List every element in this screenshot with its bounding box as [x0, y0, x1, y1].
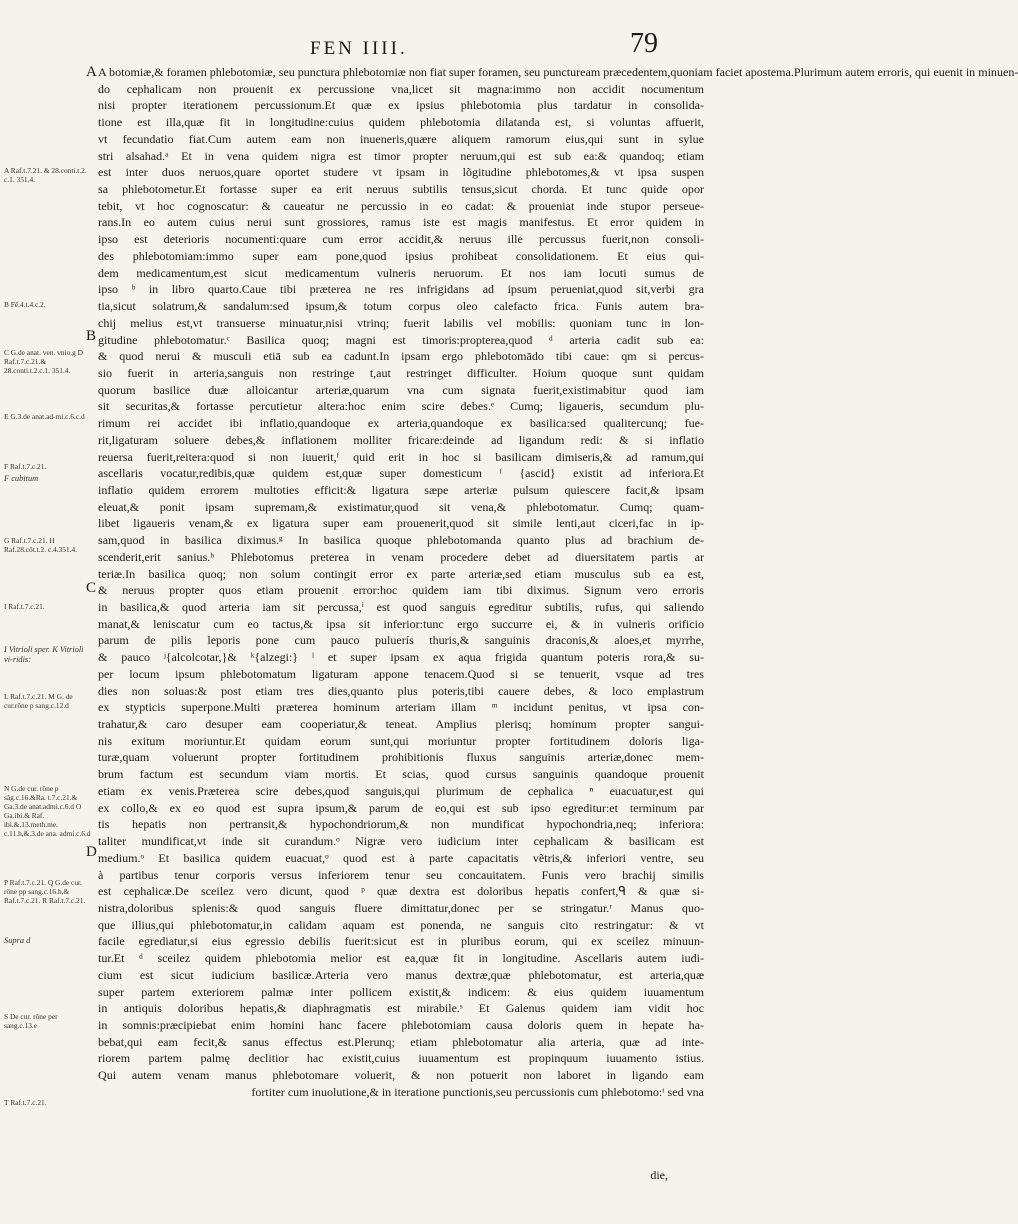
text-line: sam,quod in basilica diximus.ᵍ In basilica quoque phlebotomanda quanto plus ad brachium de- — [98, 533, 704, 548]
margin-note: S De cur. rône per sang.c.13.e — [4, 1012, 58, 1030]
text-line: do cephalicam non prouenit ex percussione vna,licet sit magna:immo non accidit nocumentum — [98, 81, 704, 96]
text-line: tis hepatis non pertransit,& hypochondriorum,& non mundificat hypochondria,neq; inferiora: — [98, 817, 704, 832]
text-line: taliter mundificat,vt inde sit curandum.ᵒ Nigræ vero iudicium inter cephalicam & basilicam est — [98, 834, 704, 849]
main-text — [98, 64, 1018, 1101]
text-line: sit securitas,& fortasse percutietur altera:hoc enim scire debes.ᵉ Cumq; ligaueris, secundum plu- — [98, 399, 704, 414]
text-line: bebat,qui eam fecit,& sanus effectus est.Plerunq; etiam phlebotomatur alia arteria, quæ ad inte- — [98, 1034, 704, 1049]
text-line: ipso ᵇ in libro quarto.Caue tibi præterea ne res infrigidans ad ipsum perueniat,quod sit,verbi gra — [98, 282, 704, 297]
text-line: fortiter cum inuolutione,& in iteratione punctionis,seu percussionis cum phlebotomo:ᵗ sed vna — [251, 1084, 704, 1099]
text-line: gitudine phlebotomatur.ᶜ Basilica quoq; magni est timoris:propterea,quod ᵈ arteria cadit sub ea: — [98, 332, 704, 347]
text-line: inflatio quidem errorem multoties efficit:& ligatura sæpe arteriæ pulsum quiescere facit,& ipsam — [98, 482, 704, 497]
text-line: rimum rei accidet ibi inflatio,quandoque ex arteria,quandoque ex basilica:sed qualitercunq; fue- — [98, 416, 704, 431]
text-line: medium.ᵒ Et basilica quidem euacuat,ᵒ quod est à parte capacitatis vẽtris,& inferiori ventre, seu — [98, 850, 704, 865]
text-line: ex collo,& ex eo quod est supra ipsum,& parum de eo,qui est sub ipso egreditur:et terminum par — [98, 800, 704, 815]
text-line: quorum basilice duæ alloicantur arteriæ,quarum vna cum signata fuerit,existimabitur quod iam — [98, 382, 704, 397]
section-letter: B — [86, 328, 97, 344]
text-line: dies non soluas:& post etiam tres dies,quanto plus poteris,tibi cauere debes, & loco emplastrum — [98, 683, 704, 698]
text-line: rit,ligaturam soluere debes,& inflationem molliter fricare:deinde ad ligandum redi: & si inflatio — [98, 432, 704, 447]
text-line: nistra,doloribus splenis:& quod sanguis fluere dimittatur,donec per se stringatur.ʳ Manus quo- — [98, 900, 704, 915]
margin-note: N G.de cur. rône p sâg.c.16.&Ra. t.7.c.21.& Ga.3.de anat.admi.c.6.d O Ga.ibi.& Raf. ibi.&.13.meth.me. c.11.h,&.3.de ana. admi.c.6.d — [4, 784, 91, 838]
text-line: ex stypticis superpone.Multi præterea hominum arteriam illam ᵐ incidunt penitus, vt ipsa con- — [98, 700, 704, 715]
text-line: libet ligaueris venam,& ex ligatura super eam prouenerit,quod sit simile lenti,aut ciceri,fac in ip- — [98, 516, 704, 531]
text-line: à partibus tenur corporis versus inferiorem tenur seu concauitatem. Funis vero brachij similis — [98, 867, 704, 882]
catchword: die, — [650, 1168, 668, 1182]
text-line: & neruus propter quos etiam prouenit error:hoc quidem iam tibi diximus. Signum vero erroris — [98, 583, 704, 598]
text-line: est inter duos neruos,quare oportet studere vt ipsam in lõgitudine phlebotomes,& vt ipsa suspen — [98, 165, 704, 180]
text-line: in basilica,& quod arteria iam sit percussa,ⁱ est quod sanguis egreditur subtilis, rufus, qui saliendo — [98, 600, 704, 614]
margin-note: F cubitum — [4, 474, 39, 483]
text-line: tia,sicut solatrum,& sandalum:sed ipsum,& totum corpus oleo calefacto frica. Funis autem bra- — [98, 299, 704, 314]
margin-note: G Raf.t.7.c.21. H Raf.28.côt.t.2. c.4.351.4. — [4, 536, 78, 554]
text-line: stri alsahad.ᵃ Et in vena quidem nigra est timor propter neruum,qui est sub ea:& quandoq; etiam — [98, 148, 704, 163]
text-line: scenderit,erit sanius.ʰ Phlebotomus preterea in venam procedere debet ad diuersitatem partis ar — [98, 549, 704, 564]
text-line: turæ,quam voluerunt propter fortitudinem prohibitionis fluxus sanguinis arteriæ,donec mem- — [98, 750, 704, 765]
text-line: tur.Et ᵈ sceilez quidem phlebotomia melior est ea,quæ fit in longitudine. Ascellaris autem iudi- — [98, 951, 704, 966]
text-line: sio fuerit in arteria,sanguis non restringe t,aut restringet difficulter. Hoium quoque sunt quidam — [98, 365, 704, 380]
text-line: Qui autem venam manus phlebotomare voluerit, & non potuerit non laboret in ligando eam — [98, 1068, 704, 1083]
margin-note: I Raf.t.7.c.21. — [4, 602, 45, 611]
text-line: brum factum est secundum viam mortis. Et scias, quod cursus sanguinis quandoque prouenit — [98, 767, 704, 782]
header-title: FEN IIII. — [310, 38, 408, 59]
section-letter: C — [86, 580, 97, 596]
margin-note: I Vitrioli sper. K Vitrioli vi-ridis: — [4, 645, 84, 664]
text-line: que illius,qui phlebotomatur,in calidam aquam est ponenda, ne sanguis cito restringatur: & vt — [98, 917, 704, 932]
text-line: etiam ex venis.Præterea scire debes,quod sanguis,qui plurimum de cephalica ⁿ euacuatur,est qui — [98, 783, 704, 798]
text-line: eleuat,& ponit ipsam supremam,& existimatur,quod sit vena,& phlebotomatur. Cumq; quam- — [98, 499, 704, 514]
text-line: & pauco ʲ{alcolcotar,}& ᵏ{alzegi:} ˡ et super ipsam ex aqua frigida quantum poteris rora,& su- — [98, 650, 704, 665]
section-letter: A — [86, 64, 97, 80]
text-line: nis exitum moriuntur.Et quidam eorum sunt,qui moriuntur propter fortitudinem doloris liga- — [98, 733, 704, 748]
text-line: vt fecundatio fiat.Cum autem eam non inueneris,quære aliquem ramorum eius,qui sunt in sylue — [98, 131, 704, 146]
text-line: per locum ipsum phlebotomatum ligaturam appone tenacem.Quod si se tenuerit, vsque ad tres — [98, 666, 704, 681]
text-line: tione est illa,quæ fit in longitudine:cuius quidem phlebotomia dilatanda est, si voluntas affuerit, — [98, 115, 704, 130]
text-line: rans.In eo autem cuius nerui sunt grossiores, ramus iste est magis manifestus. Et error quidem in — [98, 215, 704, 230]
text-line: nisi propter iterationem percussionum.Et quæ ex ipsius phlebotomia plus tardatur in consolida- — [98, 98, 704, 113]
text-line: ipso est deterioris nocumenti:quare cum error accidit,& neruus ille percussus fuerit,non consoli- — [98, 232, 704, 247]
margin-note: Supra d — [4, 936, 31, 945]
text-line: sa phlebotometur.Et fortasse super ea erit neruus subtilis tensus,sicut chorda. Et tunc quide opor — [98, 182, 704, 197]
text-line: super partem exteriorem palmæ inter pollicem existit,& indicem: & eius quidem iuuamentum — [98, 984, 704, 999]
text-line: manat,& leniscatur cum eo tactus,& ipsa sit inferior:tunc ergo succurre ei, & in vulneris orificio — [98, 616, 704, 631]
margin-notes — [0, 0, 90, 1224]
margin-note: P Raf.t.7.c.21. Q G.de cur. rône pp sang.c.16.h,& Raf.t.7.c.21. R Raf.t.7.c.21. — [4, 878, 86, 905]
margin-note: A Raf.t.7.21. & 28.conti.t.2. c.1. 351.4. — [4, 166, 87, 184]
margin-note: B Fē.4.t.4.c.2. — [4, 300, 46, 309]
text-line: riorem partem palmę declitior hac existit,cuius iuuamentum est propinquum iuuamento istius. — [98, 1051, 704, 1066]
margin-note: C G.de anat. ven. vnio.g D Raf.t.7.c.21.& 28.conti.t.2.c.1. 351.4. — [4, 348, 84, 375]
text-line: des phlebotomiam:immo super eam pone,quod ipsius prohibeat consolidationem. Et eius qui- — [98, 248, 704, 263]
section-letter: D — [86, 844, 97, 860]
margin-note: F Raf.t.7.c.21. — [4, 462, 47, 471]
margin-note: E G.3.de anat.ad-mi.c.6.c.d — [4, 412, 85, 421]
text-line: parum de pilis leporis pone cum pauco puluerís thuris,& sanguinis draconis,& aloes,et myrrhe, — [98, 633, 704, 648]
text-line: ascellaris vocatur,redibis,quæ quidem est,quæ super domesticum ᶠ {ascid} existit ad inferiora.Et — [98, 466, 704, 481]
margin-note: L Raf.t.7.c.21. M G. de cur.rône p sang.c.12.d — [4, 692, 73, 710]
text-line: & quod nerui & musculi etiā sub ea cadunt.In ipsam ergo phlebotomādo tibi caue: qm si percus- — [98, 349, 704, 364]
text-line: reuersa fuerit,reitera:quod si non iuuerit,ᶠ quid erit in hoc si basilicam dimiseris,& ad ramum,qui — [98, 449, 704, 464]
text-line: facile egrediatur,si eius egressio debilis fuerit:sicut est in pluribus eorum, qui ex sceilez minuun- — [98, 934, 704, 949]
text-line: A botomiæ,& foramen phlebotomiæ, seu punctura phlebotomiæ non fiat super foramen, seu punctuream præcedentem,quoniam faciet apostema.Plurimum autem erroris, qui euenit in minuen- — [98, 65, 1018, 79]
page-number: 79 — [630, 28, 658, 59]
text-line: in antiquis doloribus hepatis,& diaphragmatis est mirabile.ˢ Et Galenus quidem iam vidit hoc — [98, 1001, 704, 1016]
margin-note: T Raf.t.7.c.21. — [4, 1098, 47, 1107]
text-line: cium est sicut iudicium basilicæ.Arteria vero manus dextræ,quæ phlebotomatur, est arteria,quæ — [98, 967, 704, 982]
text-line: in somnis:præcipiebat enim homini hanc facere phlebotomiam causa doloris quem in hepate ha- — [98, 1017, 704, 1032]
text-line: trahatur,& caro desuper eam cooperiatur,& teneat. Amplius plerisq; hominum propter sangui- — [98, 717, 704, 732]
text-line: est cephalicæ.De sceilez vero dicunt, quod ᵖ quæ dextra est doloribus hepatis confert,ᑫ & quæ si- — [98, 884, 704, 899]
text-line: tebit, vt hoc cognoscatur: & caueatur ne percussio in eo cadat: & proueniat inde stupor perseue- — [98, 198, 704, 213]
text-line: dem medicamentum,est sicut medicamentum vulneris neruorum. Et nos iam locuti sumus de — [98, 265, 704, 280]
text-line: chij melius est,vt transuerse minuatur,nisi vtrinq; fuerit labilis vel mobilis: quoniam tunc in lon- — [98, 315, 704, 330]
text-line: teriæ.In basilica quoq; non solum contingit error ex parte arteriæ,sed etiam musculus sub ea est, — [98, 566, 704, 581]
